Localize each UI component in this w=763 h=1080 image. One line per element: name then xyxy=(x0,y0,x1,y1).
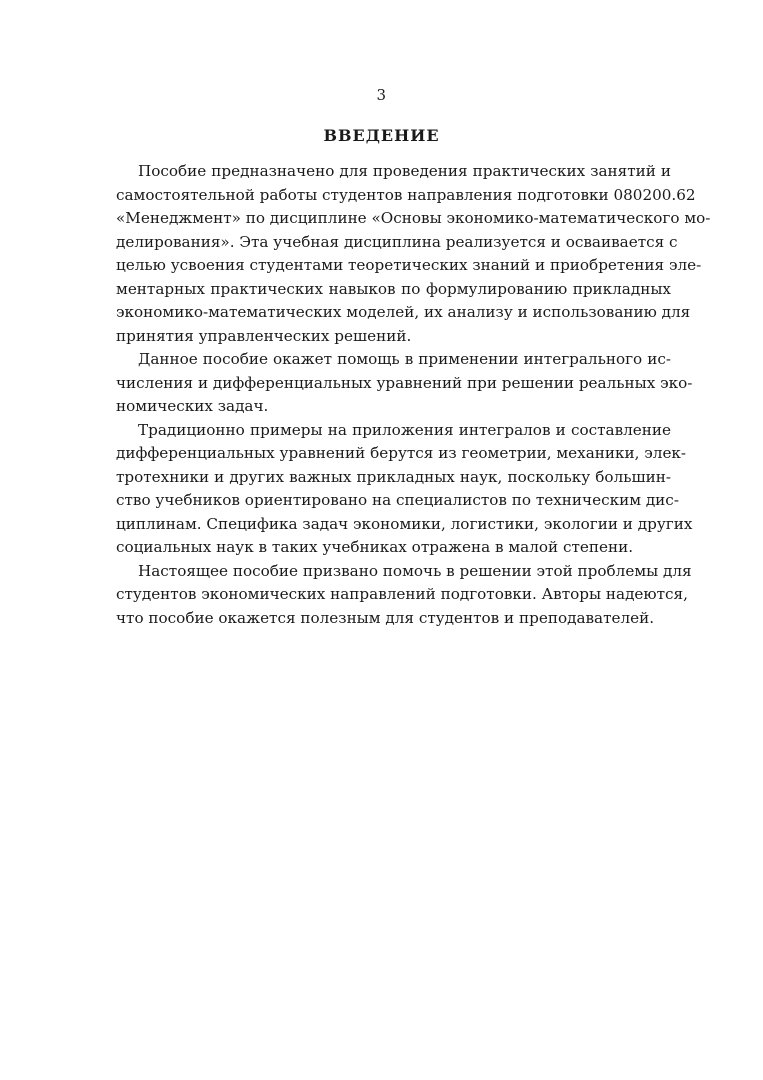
text-line: Данное пособие окажет помощь в применении интегрального ис- xyxy=(138,350,671,368)
text-line: самостоятельной работы студентов направления подготовки 080200.62 xyxy=(116,185,696,204)
text-line: ментарных практических навыков по формулированию прикладных xyxy=(116,279,671,298)
text-line: номических задач. xyxy=(116,397,269,415)
text-line: студентов экономических направлений подготовки. Авторы надеются, xyxy=(116,585,688,603)
paragraph-1 xyxy=(116,160,711,348)
text-line: целью усвоения студентами теоретических знаний и приобретения эле- xyxy=(116,256,702,274)
text-line: тротехники и других важных прикладных наук, поскольку большин- xyxy=(116,467,671,486)
text-line: Пособие предназначено для проведения практических занятий и xyxy=(138,162,671,180)
text-line: принятия управленческих решений. xyxy=(116,326,412,345)
text-line: ство учебников ориентировано на специалистов по техническим дис- xyxy=(116,491,679,509)
text-line: «Менеджмент» по дисциплине «Основы экономико-математического мо- xyxy=(116,209,711,227)
paragraph-4 xyxy=(116,560,692,631)
paragraph-2 xyxy=(116,348,693,419)
page-title: ВВЕДЕНИЕ xyxy=(323,126,440,145)
text-line: что пособие окажется полезным для студентов и преподавателей. xyxy=(116,608,655,627)
text-line: числения и дифференциальных уравнений при решении реальных эко- xyxy=(116,373,693,392)
text-line: экономико-математических моделей, их анализу и использованию для xyxy=(116,303,691,321)
body-text xyxy=(116,160,711,630)
text-line: циплинам. Специфика задач экономики, логистики, экологии и других xyxy=(116,514,693,533)
text-line: социальных наук в таких учебниках отражена в малой степени. xyxy=(116,538,634,556)
page-number: 3 xyxy=(376,86,387,104)
text-line: Настоящее пособие призвано помочь в решении этой проблемы для xyxy=(138,561,692,580)
text-line: дифференциальных уравнений берутся из геометрии, механики, элек- xyxy=(116,444,687,462)
text-line: Традиционно примеры на приложения интегралов и составление xyxy=(138,420,671,439)
text-line: делирования». Эта учебная дисциплина реализуется и осваивается с xyxy=(116,232,678,251)
paragraph-3 xyxy=(116,419,693,560)
